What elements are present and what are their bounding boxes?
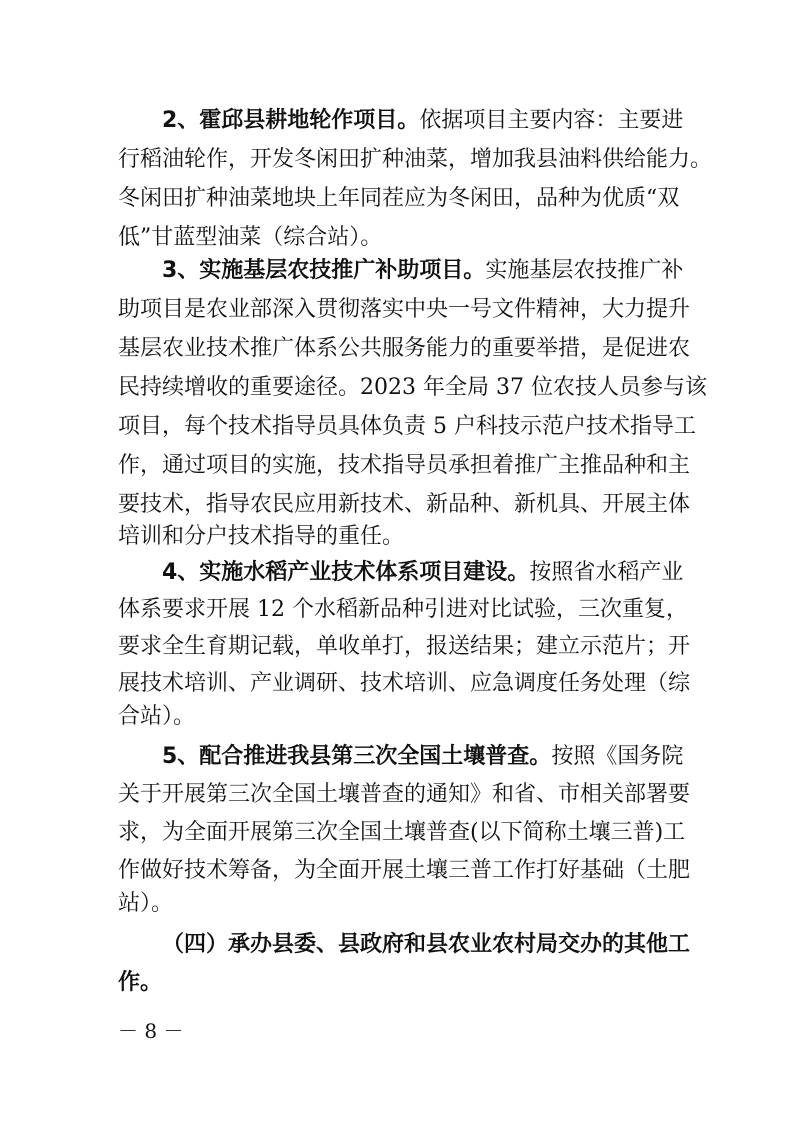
paragraph-line: 关于开展第三次全国土壤普查的通知》和省、市相关部署要 — [118, 782, 691, 807]
paragraph-line: 展技术培训、产业调研、技术培训、应急调度任务处理（综 — [118, 671, 691, 696]
paragraph-line: 体系要求开展 12 个水稻新品种引进对比试验，三次重复， — [118, 597, 688, 622]
paragraph-line — [162, 737, 684, 777]
paragraph-line: 合站）。 — [118, 704, 196, 729]
paragraph-line: 站）。 — [118, 891, 174, 916]
item-heading: 5、配合推进我县第三次全国土壤普查。 — [162, 744, 552, 769]
paragraph-line: 低”甘蓝型油菜（综合站）。 — [118, 225, 383, 250]
item-heading: 4、实施水稻产业技术体系项目建设。 — [162, 560, 530, 585]
paragraph-line: 行稻油轮作，开发冬闲田扩种油菜，增加我县油料供给能力。 — [118, 147, 713, 172]
paragraph-line: 作做好技术筹备，为全面开展土壤三普工作打好基础（土肥 — [118, 858, 691, 883]
paragraph-line: 助项目是农业部深入贯彻落实中央一号文件精神，大力提升 — [118, 297, 691, 322]
paragraph-line: 冬闲田扩种油菜地块上年同茬应为冬闲田，品种为优质“双 — [118, 186, 680, 211]
item-heading: 3、实施基层农技推广补助项目。 — [162, 258, 486, 283]
page-number: － 8 － — [118, 1019, 184, 1043]
item-text: 依据项目主要内容：主要进 — [419, 108, 684, 133]
paragraph-line: 要技术，指导农民应用新技术、新品种、新机具、开展主体 — [118, 492, 691, 517]
paragraph-line: 作，通过项目的实施，技术指导员承担着推广主推品种和主 — [118, 453, 691, 478]
paragraph-line: 要求全生育期记载，单收单打，报送结果；建立示范片；开 — [118, 634, 691, 659]
item-text: 按照《国务院 — [551, 744, 684, 769]
paragraph-line: 民持续增收的重要途径。2023 年全局 37 位农技人员参与该 — [118, 375, 707, 400]
item-text: 按照省水稻产业 — [529, 560, 684, 585]
item-heading: 2、霍邱县耕地轮作项目。 — [162, 108, 420, 133]
paragraph-line — [162, 101, 684, 141]
paragraph-line — [162, 251, 684, 291]
paragraph-line — [162, 553, 684, 593]
section-heading-line: （四）承办县委、县政府和县农业农村局交办的其他工 — [162, 932, 691, 957]
section-heading-line: 作。 — [118, 970, 163, 995]
item-text: 实施基层农技推广补 — [485, 258, 684, 283]
paragraph-line: 基层农业技术推广体系公共服务能力的重要举措，是促进农 — [118, 336, 691, 361]
paragraph-line: 培训和分户技术指导的重任。 — [118, 524, 405, 549]
paragraph-line: 项目，每个技术指导员具体负责 5 户科技示范户技术指导工 — [118, 414, 696, 439]
paragraph-line: 求，为全面开展第三次全国土壤普查(以下简称土壤三普)工 — [118, 820, 686, 845]
